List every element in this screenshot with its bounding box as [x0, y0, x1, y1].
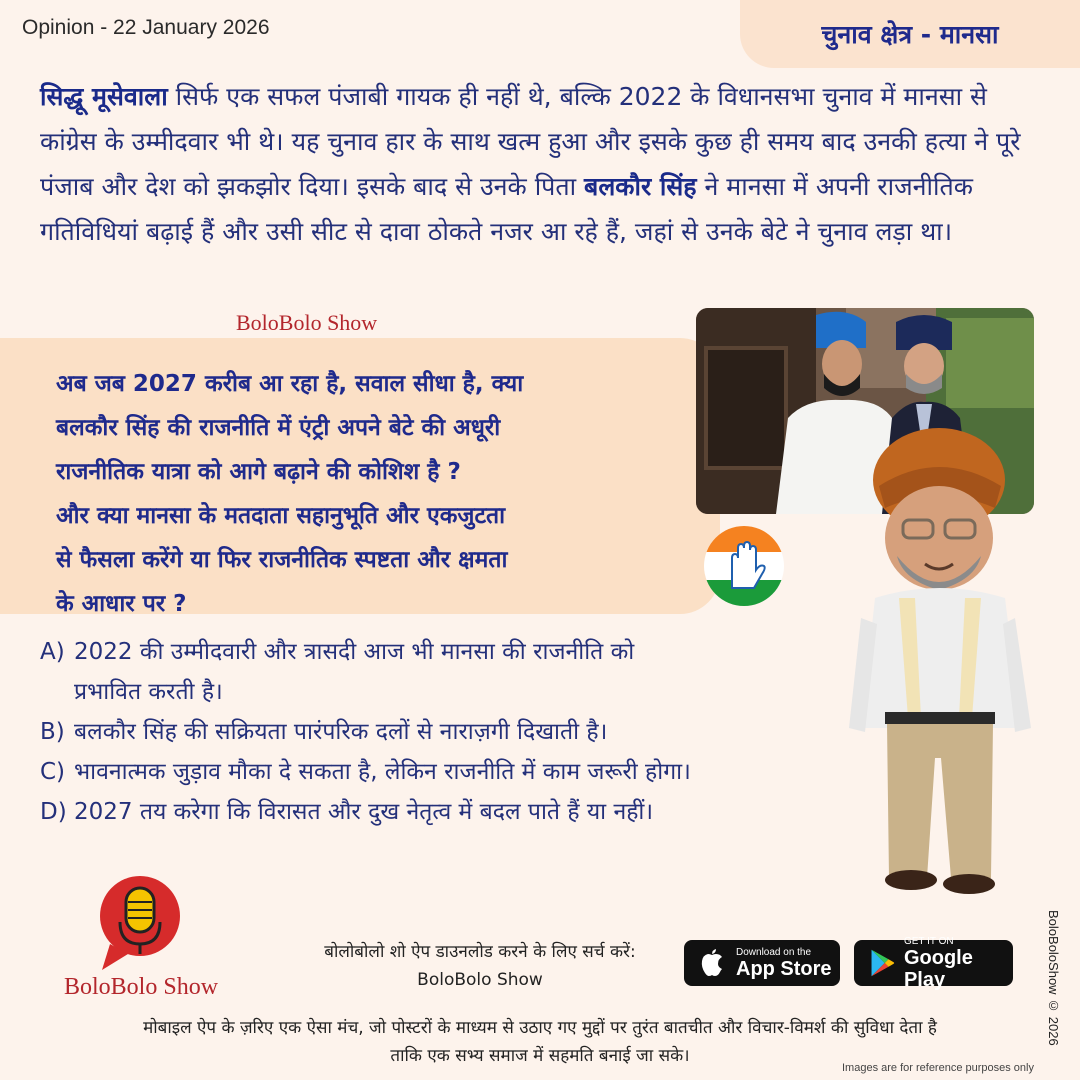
app-store-label: App Store — [736, 957, 832, 980]
option-key: C) — [40, 759, 66, 785]
intro-paragraph — [40, 74, 1040, 254]
microphone-icon — [98, 874, 182, 974]
google-play-small: GET IT ON — [903, 935, 954, 947]
brand-watermark: BoloBolo Show — [236, 310, 378, 335]
question-text — [56, 362, 696, 626]
question-line: अब जब 2027 करीब आ रहा है, सवाल सीधा है, क्या — [56, 371, 524, 397]
intro-text-2: ने मानसा में अपनी राजनीतिक गतिविधियां बढ़ाई हैं और उसी सीट से दावा ठोकते नजर आ रहे हैं, जहां से उनके बेटे ने चुनाव लड़ा था। — [40, 172, 973, 246]
option-key: D) — [40, 799, 67, 825]
option-a[interactable] — [40, 632, 860, 672]
app-store-button[interactable] — [684, 940, 840, 986]
option-text: 2027 तय करेगा कि विरासत और दुख नेतृत्व में बदल पाते हैं या नहीं। — [74, 799, 654, 825]
search-line: बोलोबोलो शो ऐप डाउनलोड करने के लिए सर्च करें: — [324, 942, 636, 962]
google-play-button[interactable] — [854, 935, 1013, 991]
intro-text-1: सिर्फ एक सफल पंजाबी गायक ही नहीं थे, बल्कि 2022 के विधानसभा चुनाव में मानसा से कांग्रेस के उम्मीदवार भी थे। यह चुनाव हार के साथ खत्म हुआ और इसके कुछ ही समय बाद उनकी हत्या ने पूरे पंजाब और देश को झकझोर दिया। इसके बाद से उनके पिता — [40, 82, 1021, 201]
option-text: 2022 की उम्मीदवारी और त्रासदी आज भी मानसा की राजनीति को — [74, 639, 635, 665]
option-c[interactable] — [40, 752, 860, 792]
post-date: Opinion - 22 January 2026 — [22, 16, 270, 39]
intro-name-balkaur: बलकौर सिंह — [584, 172, 697, 201]
option-text: बलकौर सिंह की सक्रियता पारंपरिक दलों से नाराज़गी दिखाती है। — [74, 719, 608, 745]
brand-logo-text: BoloBolo Show — [64, 974, 219, 1000]
question-line: बलकौर सिंह की राजनीति में एंट्री अपने बेटे की अधूरी — [56, 415, 501, 441]
option-key: A) — [40, 639, 65, 665]
question-line: और क्या मानसा के मतदाता सहानुभूति और एकजुटता — [56, 503, 506, 529]
option-b[interactable] — [40, 712, 860, 752]
option-text: प्रभावित करती है। — [74, 679, 223, 705]
congress-hand-icon — [702, 524, 786, 608]
google-play-icon — [864, 945, 898, 981]
question-line: राजनीतिक यात्रा को आगे बढ़ाने की कोशिश है ? — [56, 459, 461, 485]
option-d[interactable] — [40, 792, 860, 832]
constituency-tag: चुनाव क्षेत्र - मानसा — [740, 0, 1080, 68]
question-line: से फैसला करेंगे या फिर राजनीतिक स्पष्टता और क्षमता — [56, 547, 508, 573]
search-instruction — [286, 938, 674, 994]
app-store-small: Download on the — [736, 946, 812, 958]
footer-line: ताकि एक सभ्य समाज में सहमति बनाई जा सके। — [390, 1046, 690, 1066]
option-key: B) — [40, 719, 65, 745]
caricature-illustration — [845, 428, 1045, 898]
apple-icon — [694, 945, 730, 981]
copyright-text: BoloBoloShow © 2026 — [1046, 910, 1061, 1046]
disclaimer-text: Images are for reference purposes only — [842, 1062, 1034, 1074]
question-line: के आधार पर ? — [56, 591, 187, 617]
option-a-continued — [40, 672, 860, 712]
google-play-label: Google Play — [903, 946, 973, 991]
intro-name-sidhu: सिद्धू मूसेवाला — [40, 82, 168, 111]
footer-line: मोबाइल ऐप के ज़रिए एक ऐसा मंच, जो पोस्टरों के माध्यम से उठाए गए मुद्दों पर तुरंत बातचीत और विचार-विमर्श की सुविधा देता है — [143, 1018, 937, 1038]
answer-options — [40, 632, 860, 832]
option-text: भावनात्मक जुड़ाव मौका दे सकता है, लेकिन राजनीति में काम जरूरी होगा। — [74, 759, 691, 785]
search-app-name: BoloBolo Show — [417, 970, 543, 990]
